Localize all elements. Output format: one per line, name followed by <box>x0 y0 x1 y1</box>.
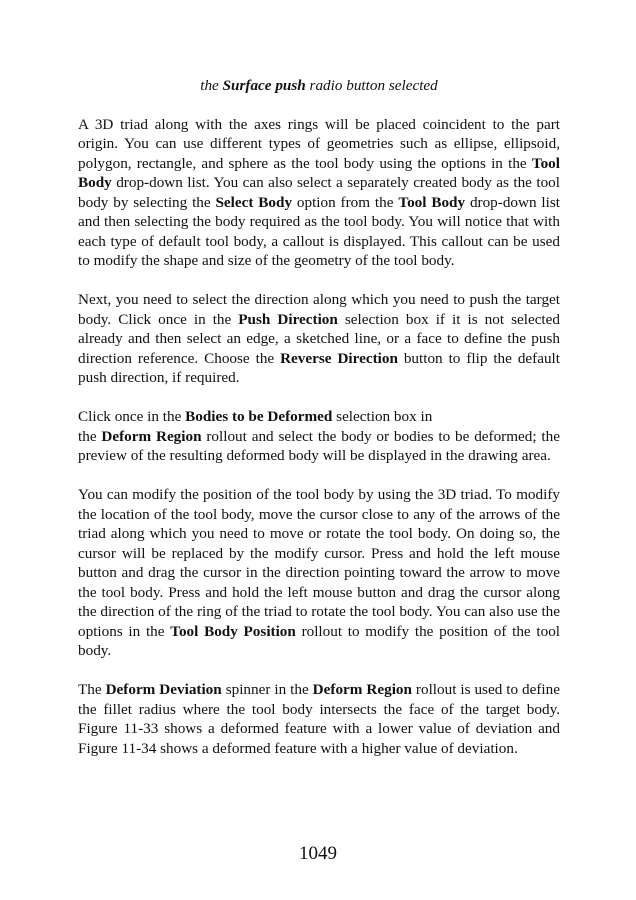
page-number: 1049 <box>299 843 337 864</box>
figure-caption <box>78 76 560 96</box>
text-run: spinner in the <box>221 681 313 698</box>
bold-term: Bodies to be Deformed <box>185 408 333 425</box>
paragraph-push-direction <box>78 290 560 388</box>
page-content <box>78 76 560 778</box>
paragraph-first-line <box>78 407 560 427</box>
text-run: The <box>78 681 106 698</box>
bold-term: Tool Body Position <box>170 622 296 640</box>
bold-term: Reverse Direction <box>280 349 398 367</box>
caption-suffix: radio button selected <box>305 77 438 94</box>
paragraph-tool-body-position <box>78 485 560 661</box>
text-run: drop-down list and then selecting the body required as the tool body. You will notice that with each type of default tool body, a callout is displayed. This callout can be used to modify the shape and size of the geometry of the tool body. <box>78 193 561 269</box>
text-run: Click once in the <box>78 408 186 425</box>
caption-prefix: the <box>200 77 223 94</box>
text-run: You can modify the position of the tool body by using the 3D triad. To modify the location of the tool body, move the cursor close to any of the arrows of the triad along which you need to move or rotate the tool body. On doing so, the cursor will be replaced by the modify cursor. Press and hold the left mouse button and drag the cursor in the direction pointing toward the arrow to move the tool body. Press and hold the left mouse button and drag the cursor along the direction of the ring of the triad to rotate the tool body. You can also use the options in the <box>78 486 560 640</box>
text-run: the <box>78 427 102 445</box>
paragraph-deform-deviation <box>78 680 560 758</box>
text-run: rollout to modify the position of the tool body. <box>78 622 561 659</box>
text-run: button to flip the default push direction, if required. <box>78 349 560 386</box>
text-run: rollout is used to define the fillet radius where the tool body intersects the face of the target body. Figure 11-33 shows a deformed feature with a lower value of deviation and Figure 11-34 shows a deformed feature with a higher value of deviation. <box>78 681 560 757</box>
text-run: selection box if it is not selected already and then select an edge, a sketched line, or a face to define the push direction reference. Choose the <box>78 310 560 367</box>
text-run: selection box in <box>332 408 433 425</box>
caption-bold-term: Surface push <box>222 77 306 94</box>
text-run: rollout and select the body or bodies to be deformed; the preview of the resulting deformed body will be displayed in the drawing area. <box>78 427 560 464</box>
text-run: Next, you need to select the direction along which you need to push the target body. Click once in the <box>78 291 560 328</box>
paragraph-tool-body <box>78 115 560 271</box>
text-run: option from the <box>292 193 399 211</box>
bold-term: Deform Region <box>312 681 412 698</box>
text-run: A 3D triad along with the axes rings will be placed coincident to the part origin. You can use different types of geometries such as ellipse, ellipsoid, polygon, rectangle, and sphere as the tool body using the options in the <box>78 115 560 172</box>
bold-term: Tool Body <box>398 193 466 211</box>
bold-term: Deform Region <box>101 427 202 445</box>
bold-term: Tool Body <box>78 154 560 191</box>
bold-term: Select Body <box>215 193 293 211</box>
paragraph-bodies-to-be-deformed <box>78 407 560 466</box>
text-run: drop-down list. You can also select a separately created body as the tool body by selecting the <box>78 174 560 211</box>
bold-term: Deform Deviation <box>105 681 222 698</box>
bold-term: Push Direction <box>238 310 338 328</box>
